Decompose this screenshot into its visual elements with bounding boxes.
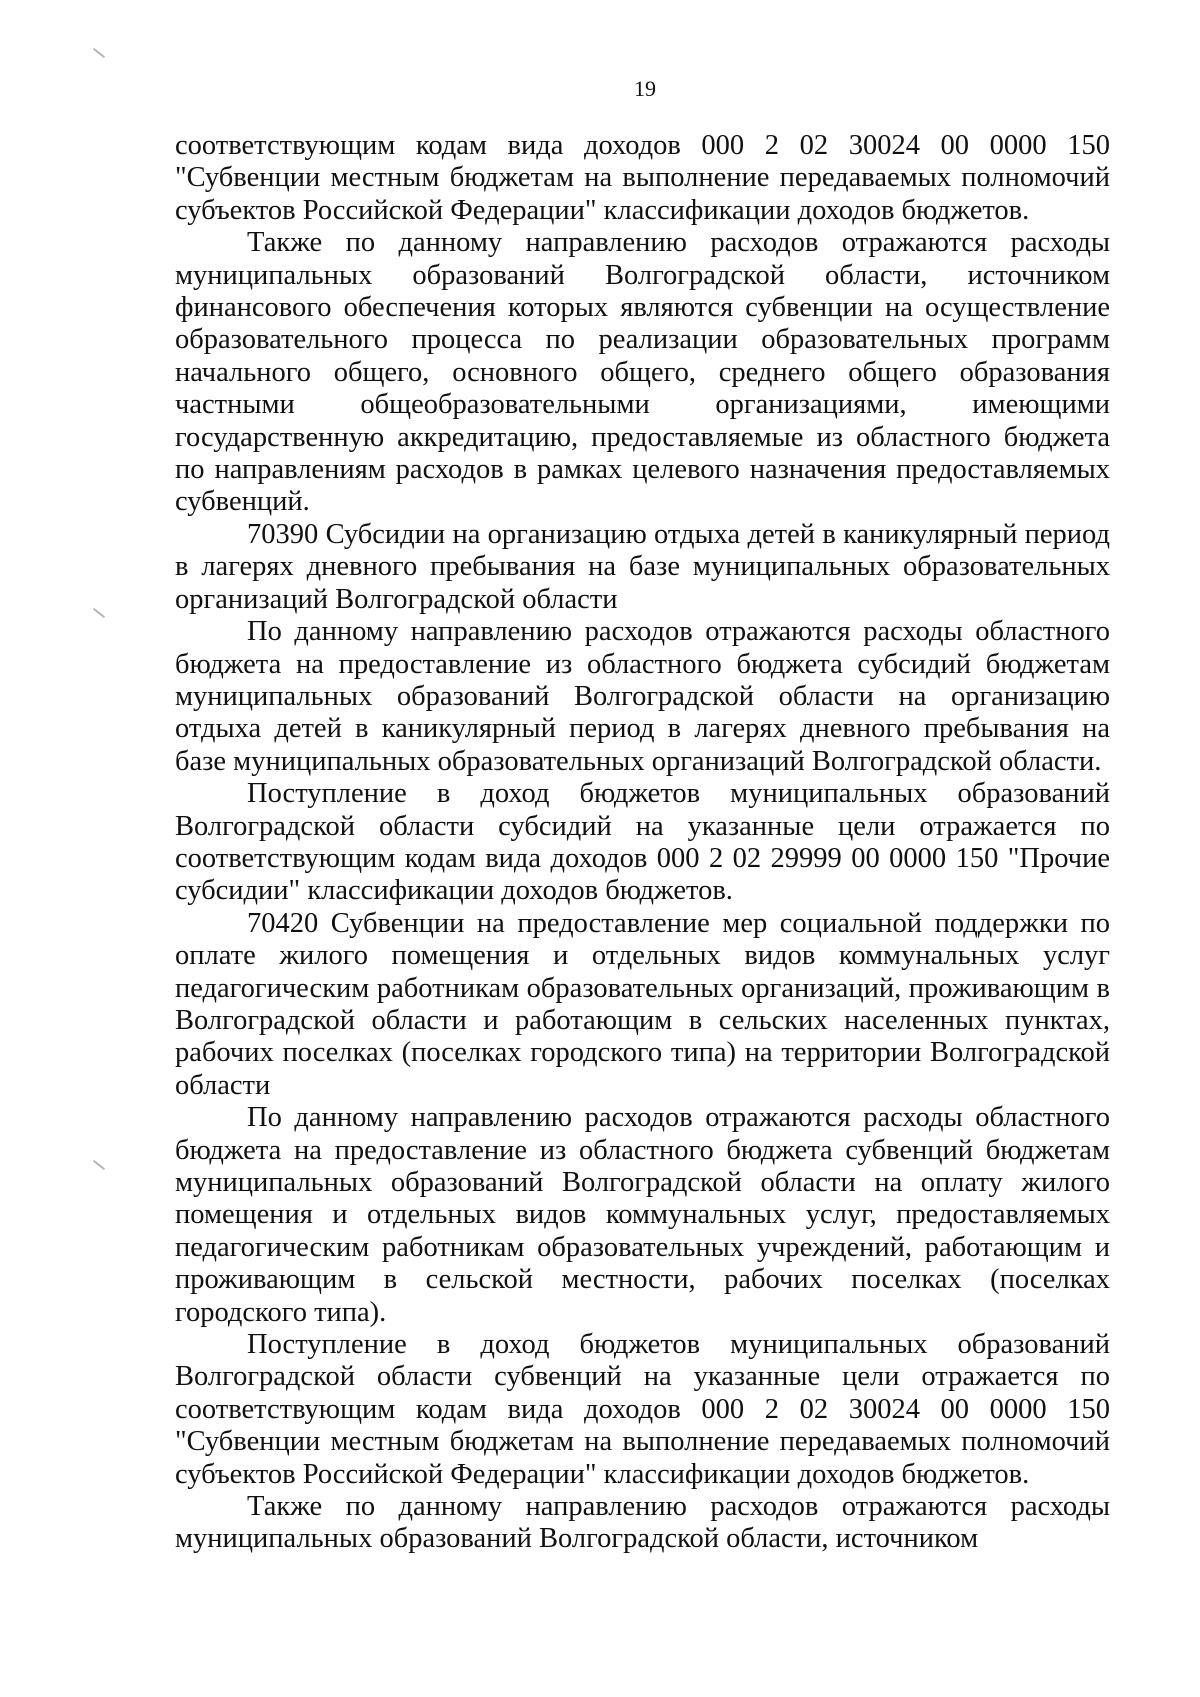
paragraph-1: соответствующим кодам вида доходов 000 2 02 30024 00 0000 150 "Субвенции местным бюджетам на выполнение передаваемых полномочий субъектов Российской Федерации" классификации доходов бюджетов. [175,130,1110,226]
paragraph-4: По данному направлению расходов отражаются расходы областного бюджета на предоставление из областного бюджета субсидий бюджетам муниципальных образований Волгоградской области на организацию отдыха детей в каникулярный период в лагерях дневного пребывания на базе муниципальных образовательных организаций Волгоградской области. [175,616,1110,777]
paragraph-8: Поступление в доход бюджетов муниципальных образований Волгоградской области субвенций на указанные цели отражается по соответствующим кодам вида доходов 000 2 02 30024 00 0000 150 "Субвенции местным бюджетам на выполнение передаваемых полномочий субъектов Российской Федерации" классификации доходов бюджетов. [175,1329,1110,1490]
paragraph-9: Также по данному направлению расходов отражаются расходы муниципальных образований Волгоградской области, источником [175,1491,1110,1555]
document-body [175,130,1110,1556]
paragraph-3-heading-70390: 70390 Субсидии на организацию отдыха детей в каникулярный период в лагерях дневного пребывания на базе муниципальных образовательных организаций Волгоградской области [175,518,1110,615]
paragraph-5: Поступление в доход бюджетов муниципальных образований Волгоградской области субсидий на указанные цели отражается по соответствующим кодам вида доходов 000 2 02 29999 00 0000 150 "Прочие субсидии" классификации доходов бюджетов. [175,778,1110,907]
paragraph-6-heading-70420: 70420 Субвенции на предоставление мер социальной поддержки по оплате жилого помещения и отдельных видов коммунальных услуг педагогическим работникам образовательных организаций, проживающим в Волгоградской области и работающим в сельских населенных пунктах, рабочих поселках (поселках городского типа) на территории Волгоградской области [175,907,1110,1101]
page-number: 19 [634,76,656,101]
scan-mark-lower [93,1160,105,1170]
scan-mark-middle [93,608,105,618]
paragraph-2: Также по данному направлению расходов отражаются расходы муниципальных образований Волгоградской области, источником финансового обеспечения которых являются субвенции на осуществление образовательного процесса по реализации образовательных программ начального общего, основного общего, среднего общего образования частными общеобразовательными организациями, имеющими государственную аккредитацию, предоставляемые из областного бюджета по направлениям расходов в рамках целевого назначения предоставляемых субвенций. [175,227,1110,518]
paragraph-7: По данному направлению расходов отражаются расходы областного бюджета на предоставление из областного бюджета субвенций бюджетам муниципальных образований Волгоградской области на оплату жилого помещения и отдельных видов коммунальных услуг, предоставляемых педагогическим работникам образовательных учреждений, работающим и проживающим в сельской местности, рабочих поселках (поселках городского типа). [175,1102,1110,1328]
scan-mark-top [93,48,105,58]
